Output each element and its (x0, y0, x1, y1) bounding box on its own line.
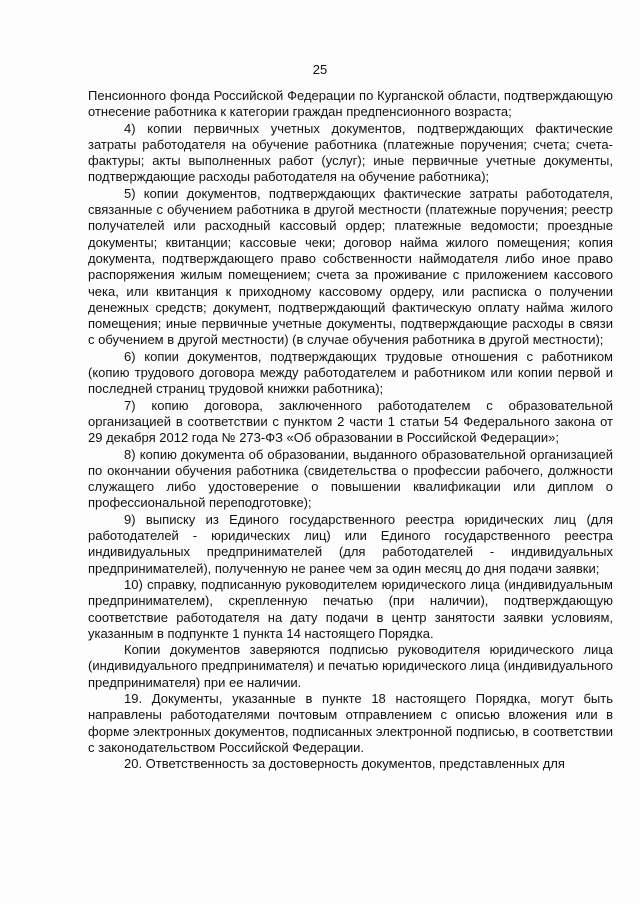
list-item-5: 5) копии документов, подтверждающих фактические затраты работодателя, связанные с обучением работника в другой местности (платежные поручения; реестр получателей или расходный кассовый ордер; платежные ведомости; проездные документы; квитанции; кассовые чеки; договор найма жилого помещения; копия документа, подтверждающего право собственности наймодателя либо иное право распоряжения жилым помещением; счета за проживание с приложением кассового чека, или квитанция к приходному кассовому ордеру, или расписка о получении денежных средств; документ, подтверждающий фактическую оплату найма жилого помещения; иные первичные учетные документы, подтверждающие расходы в связи с обучением в другой местности) (в случае обучения работника в другой местности); (88, 185, 613, 348)
list-item-6: 6) копии документов, подтверждающих трудовые отношения с работником (копию трудового договора между работодателем и работником или копии первой и последней страниц трудовой книжки работника); (88, 348, 613, 397)
list-item-9: 9) выписку из Единого государственного реестра юридических лиц (для работодателей - юридических лиц) или Единого государственного реестра индивидуальных предпринимателей (для работодателей - индивидуальных предпринимателей), полученную не ранее чем за один месяц до дня подачи заявки; (88, 511, 613, 576)
paragraph-continuation: Пенсионного фонда Российской Федерации по Курганской области, подтверждающую отнесение работника к категории граждан предпенсионного возраста; (88, 88, 613, 120)
list-item-8: 8) копию документа об образовании, выданного образовательной организацией по окончании обучения работника (свидетельства о профессии рабочего, должности служащего либо удостоверение о повышении квалификации или диплом о профессиональной переподготовке); (88, 446, 613, 511)
paragraph-certification: Копии документов заверяются подписью руководителя юридического лица (индивидуального предпринимателя) и печатью юридического лица (индивидуального предпринимателя) при ее наличии. (88, 642, 613, 690)
list-item-7: 7) копию договора, заключенного работодателем с образовательной организацией в соответствии с пунктом 2 части 1 статьи 54 Федерального закона от 29 декабря 2012 года № 273-ФЗ «Об образовании в Российской Федерации»; (88, 397, 613, 446)
page-number: 25 (312, 62, 328, 77)
document-body (88, 88, 613, 772)
list-item-10: 10) справку, подписанную руководителем юридического лица (индивидуальным предпринимателем), скрепленную печатью (при наличии), подтверждающую соответствие работодателя на дату подачи в центр занятости заявки условиям, указанным в подпункте 1 пункта 14 настоящего Порядка. (88, 576, 613, 641)
list-item-4: 4) копии первичных учетных документов, подтверждающих фактические затраты работодателя на обучение работника (платежные поручения; счета; счета-фактуры; акты выполненных работ (услуг); иные первичные учетные документы, подтверждающие расходы работодателя на обучение работника); (88, 120, 613, 185)
paragraph-19: 19. Документы, указанные в пункте 18 настоящего Порядка, могут быть направлены работодателями почтовым отправлением с описью вложения или в форме электронных документов, подписанных электронной подписью, в соответствии с законодательством Российской Федерации. (88, 690, 613, 755)
paragraph-20: 20. Ответственность за достоверность документов, представленных для (124, 756, 565, 772)
